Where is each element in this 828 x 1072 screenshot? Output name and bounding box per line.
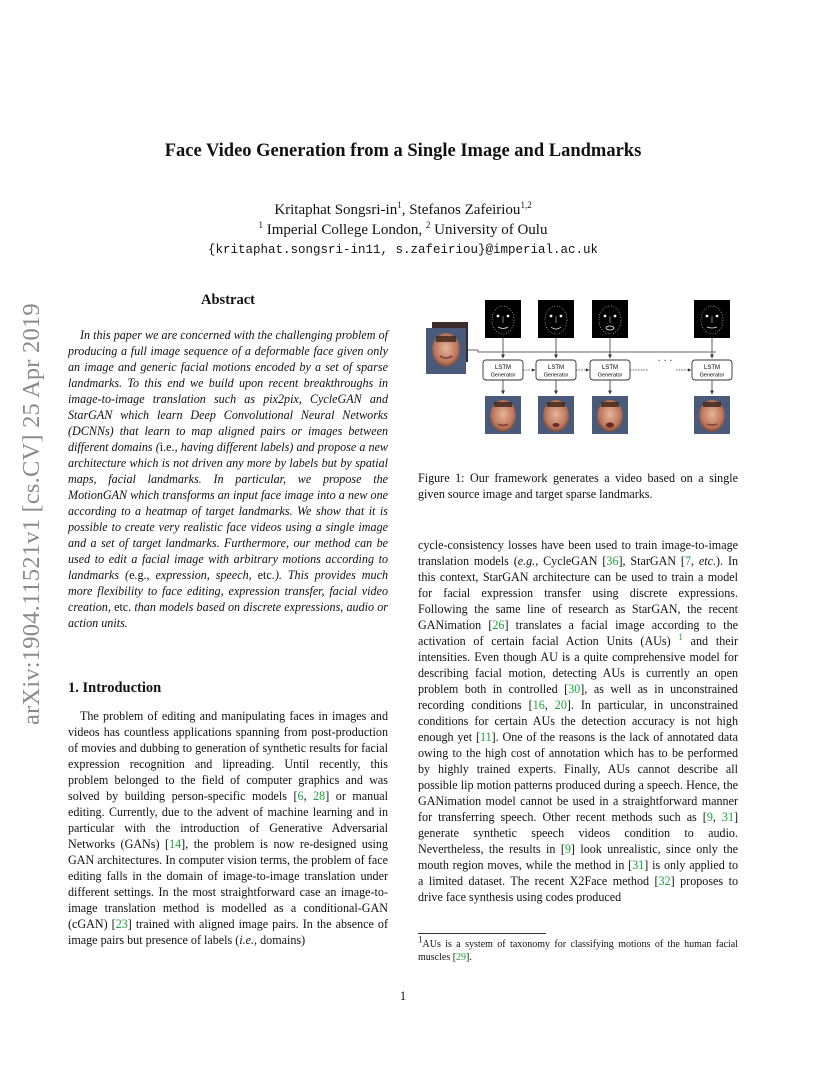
generated-face-frame bbox=[694, 396, 730, 434]
author-block bbox=[0, 200, 806, 260]
citation-link[interactable]: 32 bbox=[658, 874, 671, 888]
svg-text:Generator: Generator bbox=[699, 372, 725, 379]
footnote-divider bbox=[418, 933, 546, 934]
citation-link[interactable]: 31 bbox=[632, 858, 645, 872]
generated-face-frame bbox=[592, 396, 628, 434]
lstm-generator-box bbox=[590, 360, 630, 380]
citation-link[interactable]: 29 bbox=[456, 952, 467, 963]
footnote: $^1$AUs is a system of taxonomy for classifying motions of the human facial muscles [29]. bbox=[418, 934, 738, 963]
citation-link[interactable]: 31 bbox=[721, 810, 734, 824]
citation-link[interactable]: 9 bbox=[564, 842, 571, 856]
citation-link[interactable]: 28 bbox=[313, 789, 326, 803]
landmark-heatmap bbox=[694, 300, 730, 338]
landmark-heatmap bbox=[592, 300, 628, 338]
svg-text:Generator: Generator bbox=[597, 372, 623, 379]
svg-text:Generator: Generator bbox=[543, 372, 569, 379]
landmark-heatmap bbox=[538, 300, 574, 338]
citation-link[interactable]: 23 bbox=[115, 917, 128, 931]
svg-text:LSTM: LSTM bbox=[494, 365, 512, 371]
svg-text:LSTM: LSTM bbox=[547, 365, 565, 371]
svg-text:Generator: Generator bbox=[490, 372, 516, 379]
generated-face-frame bbox=[485, 396, 521, 434]
citation-link[interactable]: 7 bbox=[684, 554, 692, 568]
author-names: Kritaphat Songsri-$in^1$, Stefanos Zafeiriou$^{1,2}$ bbox=[274, 200, 532, 218]
affiliations: $^1$ Imperial College London, $^2$ University of Oulu bbox=[258, 220, 548, 238]
citation-link[interactable]: 6 bbox=[297, 789, 304, 803]
abstract-heading: Abstract bbox=[201, 292, 255, 308]
lstm-generator-box bbox=[536, 360, 576, 380]
landmark-heatmap bbox=[485, 300, 521, 338]
citation-link[interactable]: 30 bbox=[568, 682, 581, 696]
author-2: Stefanos Zafeiriou bbox=[409, 202, 521, 218]
svg-text:LSTM: LSTM bbox=[703, 365, 721, 371]
citation-link[interactable]: 20 bbox=[554, 698, 567, 712]
paper-title: Face Video Generation from a Single Image and Landmarks bbox=[164, 141, 642, 161]
author-1: Kritaphat Songsri-in bbox=[274, 202, 398, 218]
figure-ellipsis: · · · bbox=[657, 356, 673, 367]
author-emails: {kritaphat.songsri-in11, s.zafeiriou}@imperial.ac.uk bbox=[207, 243, 599, 257]
framework-figure bbox=[418, 292, 738, 442]
citation-link[interactable]: 26 bbox=[492, 618, 505, 632]
figure-caption: Figure 1: Our framework generates a video based on a single given source image and target sparse landmarks. bbox=[418, 471, 738, 501]
citation-link[interactable]: 14 bbox=[169, 837, 182, 851]
section-heading-introduction: 1. Introduction bbox=[68, 680, 162, 696]
footnote-marker[interactable]: 1 bbox=[678, 631, 683, 642]
source-face-image bbox=[426, 322, 468, 374]
citation-link[interactable]: 11 bbox=[479, 730, 492, 744]
abstract-text: In this paper we are concerned with the challenging problem of producing a full image sequence of a deformable face given only an image and generic facial motions encoded by a set of sparse landmarks. To this end we build upon recent breakthroughs in image-to-image translation such as pix2pix, CycleGAN and StarGAN which learn Deep Convolutional Neural Networks (DCNNs) that learn to map aligned pairs or images between different domains (i.e., having different labels) and propose a new architecture which is not driven any more by labels but by spatial maps, facial landmarks. In particular, we propose the MotionGAN which transforms an input face image into a new one according to a heatmap of target landmarks. We show that it is possible to create very realistic face videos using a single image and a set of target landmarks. Furthermore, our method can be used to edit a facial image with arbitrary motions according to landmarks (e.g., expression, speech, etc.). This provides much more flexibility to face editing, expression transfer, facial video creation, etc. than models based on discrete expressions, audio or action units. bbox=[68, 328, 389, 630]
arxiv-identifier-stamp: arXiv:1904.11521v1 [cs.CV] 25 Apr 2019 bbox=[18, 303, 45, 725]
page-number: 1 bbox=[399, 989, 407, 1003]
generated-face-frame bbox=[538, 396, 574, 434]
svg-text:LSTM: LSTM bbox=[601, 365, 619, 371]
lstm-generator-box bbox=[692, 360, 732, 380]
citation-link[interactable]: 9 bbox=[706, 810, 713, 824]
right-column-paragraph: cycle-consistency losses have been used to train image-to-image translation models (e.g., CycleGAN [36], StarGAN [7, etc.). In this context, StarGAN architecture can be used to train a model for facial expression transfer using discrete expressions. Following the same line of research as StarGAN, the recent GANimation [26] translates a facial image according to the activation of certain facial Action Units (AUs) $^1$ and their intensities. Even though AU is a quite comprehensive model for describing facial motion, detecting AUs is currently an open problem both in controlled [30], as well as in unconstrained recording conditions [16, 20]. In particular, in unconstrained conditions for certain AUs the detection accuracy is not high enough yet [11]. One of the reasons is the lack of annotated data owing to the high cost of annotation which has to be performed by highly trained experts. Finally, AUs cannot describe all possible lip motion patterns produced during a speech. Hence, the GANimation model cannot be used in a straightforward manner for transferring speech. Other recent methods such as [9, 31] generate synthetic speech videos condition to audio. Nevertheless, the results in [9] look unrealistic, since only the mouth region moves, while the method in [31] is only applied to a limited dataset. The recent X2Face method [32] proposes to drive face synthesis using codes produced bbox=[418, 538, 739, 904]
lstm-generator-box bbox=[483, 360, 523, 380]
introduction-paragraph: The problem of editing and manipulating faces in images and videos has countless applications spanning from post-production of movies and dubbing to generation of synthetic results for facial expression recognition and lipreading. Until recently, this problem belonged to the field of computer graphics and was solved by building person-specific models [6, 28] or manual editing. Currently, due to the advent of machine learning and in particular with the introduction of Generative Adversarial Networks (GANs) [14], the problem is now re-designed using GAN architectures. In computer vision terms, the problem of face editing falls in the domain of image-to-image translation under different settings. In the most straightforward case an image-to-image translation method is modelled as a conditional-GAN (cGAN) [23] trained with aligned image pairs. In the absence of image pairs but presence of labels (i.e., domains) bbox=[68, 709, 388, 947]
citation-link[interactable]: 16 bbox=[532, 698, 545, 712]
citation-link[interactable]: 36 bbox=[606, 554, 619, 568]
